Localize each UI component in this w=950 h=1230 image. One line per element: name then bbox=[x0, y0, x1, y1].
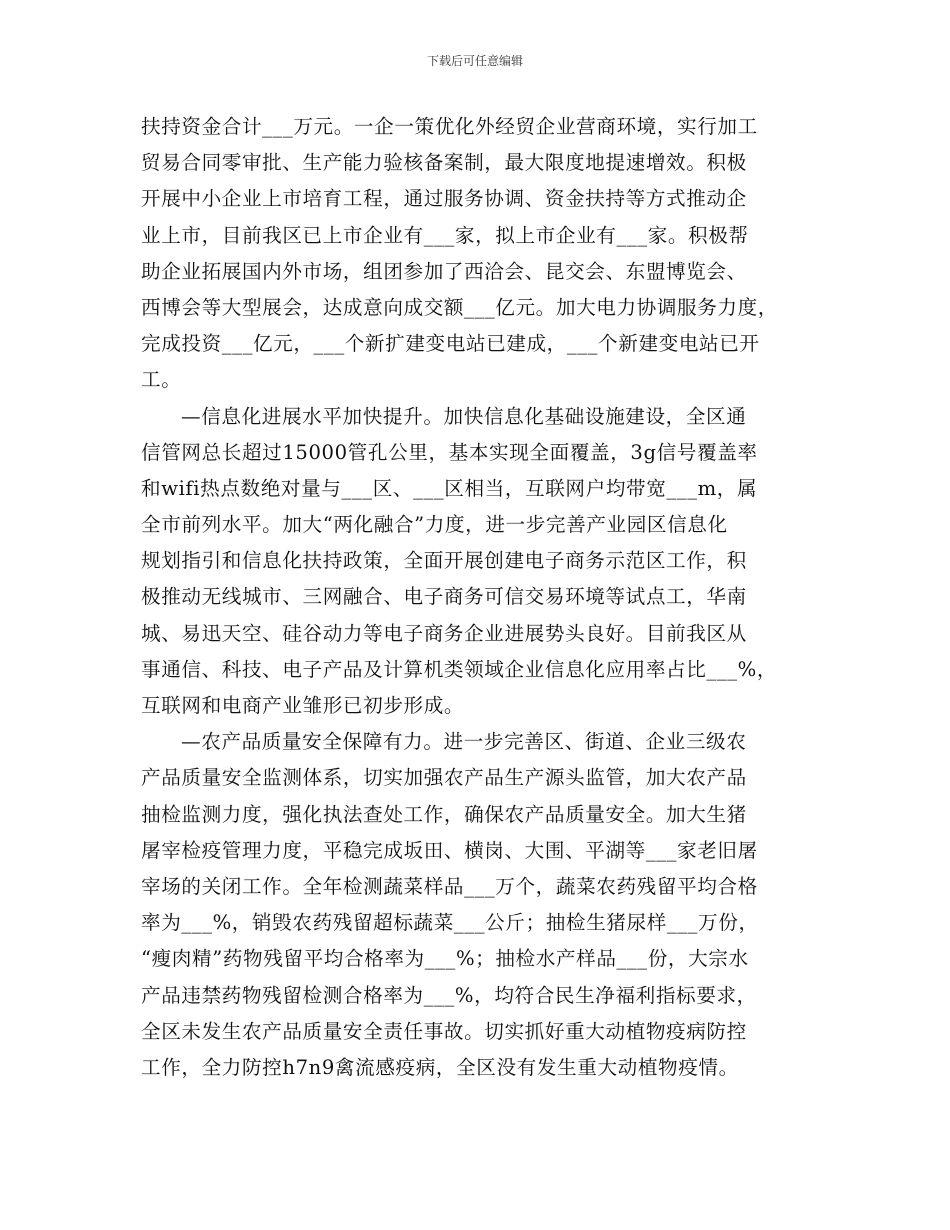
text-line: 完成投资___亿元，___个新扩建变电站已建成，___个新建变电站已开 bbox=[141, 332, 760, 356]
text-line: 屠宰检疫管理力度，平稳完成坂田、横岗、大围、平湖等___家老旧屠 bbox=[141, 838, 758, 862]
text-line: 产品违禁药物残留检测合格率为___%，均符合民生净福利指标要求， bbox=[141, 983, 757, 1007]
text-line: “瘦肉精”药物残留平均合格率为___%；抽检水产样品___份，大宗水 bbox=[141, 947, 749, 971]
paragraph-start-line: —农产品质量安全保障有力。进一步完善区、街道、企业三级农 bbox=[181, 730, 747, 754]
text-line: 贸易合同零审批、生产能力验核备案制，最大限度地提速增效。积极 bbox=[141, 151, 747, 175]
document-body bbox=[141, 112, 821, 1089]
text-line: 率为___%，销毁农药残留超标蔬菜___公斤；抽检生猪尿样___万份， bbox=[141, 911, 759, 935]
text-line: 产品质量安全监测体系，切实加强农产品生产源头监管，加大农产品 bbox=[141, 766, 747, 790]
text-line: 互联网和电商产业雏形已初步形成。 bbox=[141, 694, 465, 717]
text-line: 扶持资金合计___万元。一企一策优化外经贸企业营商环境，实行加工 bbox=[141, 115, 758, 138]
text-line: 事通信、科技、电子产品及计算机类领域企业信息化应用率占比___%， bbox=[141, 657, 778, 681]
text-line: 工作，全力防控h7n9禽流感疫病，全区没有发生重大动植物疫情。 bbox=[141, 1055, 739, 1079]
text-line: 极推动无线城市、三网融合、电子商务可信交易环境等试点工，华南 bbox=[141, 585, 747, 609]
text-line: 业上市，目前我区已上市企业有___家，拟上市企业有___家。积极帮 bbox=[141, 223, 749, 247]
text-line: 西博会等大型展会，达成意向成交额___亿元。加大电力协调服务力度， bbox=[141, 295, 779, 319]
text-line: 城、易迅天空、硅谷动力等电子商务企业进展势头良好。目前我区从 bbox=[141, 621, 747, 645]
text-line: 信管网总长超过15000管孔公里，基本实现全面覆盖，3g信号覆盖率 bbox=[141, 440, 758, 464]
text-line: 抽检监测力度，强化执法查处工作，确保农产品质量安全。加大生猪 bbox=[141, 802, 747, 826]
text-line: 助企业拓展国内外市场，组团参加了西洽会、昆交会、东盟博览会、 bbox=[141, 259, 747, 283]
text-line: 工。 bbox=[141, 368, 182, 392]
text-line: 规划指引和信息化扶持政策，全面开展创建电子商务示范区工作，积 bbox=[141, 549, 747, 573]
paragraph-start-line: —信息化进展水平加快提升。加快信息化基础设施建设，全区通 bbox=[181, 404, 747, 428]
text-line: 全市前列水平。加大“两化融合”力度，进一步完善产业园区信息化 bbox=[141, 513, 728, 537]
text-line: 宰场的关闭工作。全年检测蔬菜样品___万个，蔬菜农药残留平均合格 bbox=[141, 874, 758, 898]
page-header: 下载后可任意编辑 bbox=[426, 54, 523, 68]
text-line: 开展中小企业上市培育工程，通过服务协调、资金扶持等方式推动企 bbox=[141, 187, 747, 211]
text-line: 全区未发生农产品质量安全责任事故。切实抓好重大动植物疫病防控 bbox=[141, 1019, 747, 1043]
text-line: 和wifi热点数绝对量与___区、___区相当，互联网户均带宽___m，属 bbox=[141, 476, 758, 500]
